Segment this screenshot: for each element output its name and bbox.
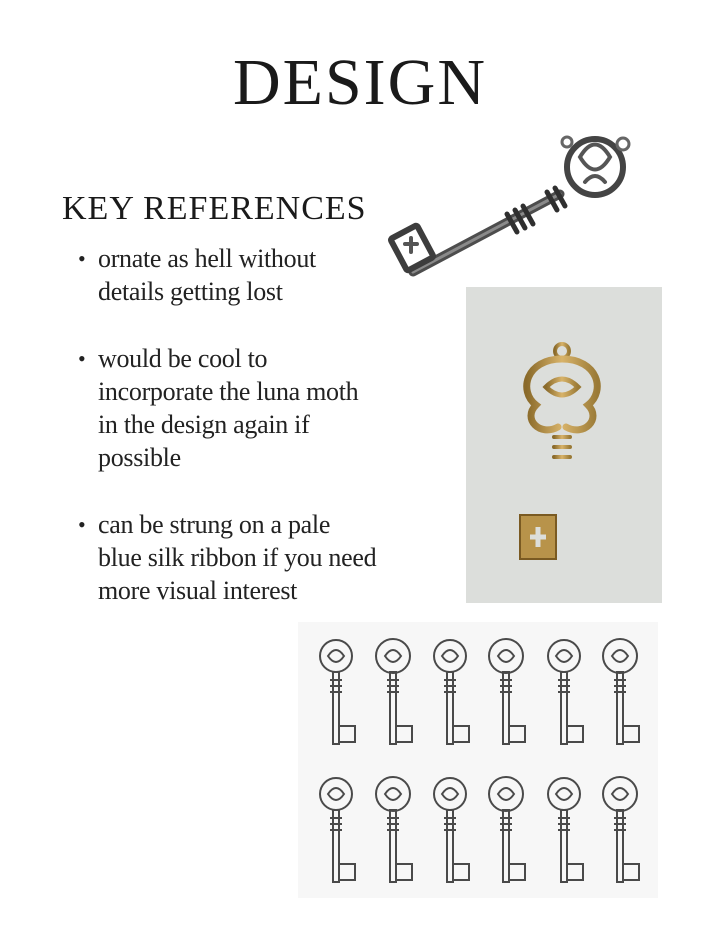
sketch-key-icon xyxy=(434,778,469,882)
sketch-key-icon xyxy=(603,639,639,744)
sketch-key-icon xyxy=(489,639,525,744)
sketch-key-icon xyxy=(434,640,469,744)
sketch-key-icon xyxy=(376,639,412,744)
sketch-key-icon xyxy=(489,777,525,882)
sketch-key-icon xyxy=(320,640,355,744)
list-item: • can be strung on a pale blue silk ribbon if you need more visual interest xyxy=(78,508,378,607)
list-item: • would be cool to incorporate the luna moth in the design again if possible xyxy=(78,342,378,474)
sketch-key-icon xyxy=(548,640,583,744)
sketch-key-icon xyxy=(603,777,639,882)
sketch-key-icon xyxy=(548,778,583,882)
reference-notes-list xyxy=(78,242,378,607)
key-sketches-icon xyxy=(298,622,658,898)
gold-key-icon xyxy=(466,287,662,603)
sketch-key-icon xyxy=(320,778,355,882)
silver-key-image xyxy=(385,122,655,292)
key-sketches-image xyxy=(298,622,658,898)
silver-key-icon xyxy=(385,122,655,292)
list-item: • ornate as hell without details getting lost xyxy=(78,242,378,308)
gold-key-image xyxy=(466,287,662,603)
page-title: DESIGN xyxy=(233,46,487,119)
section-heading: KEY REFERENCES xyxy=(62,190,367,227)
sketch-key-icon xyxy=(376,777,412,882)
